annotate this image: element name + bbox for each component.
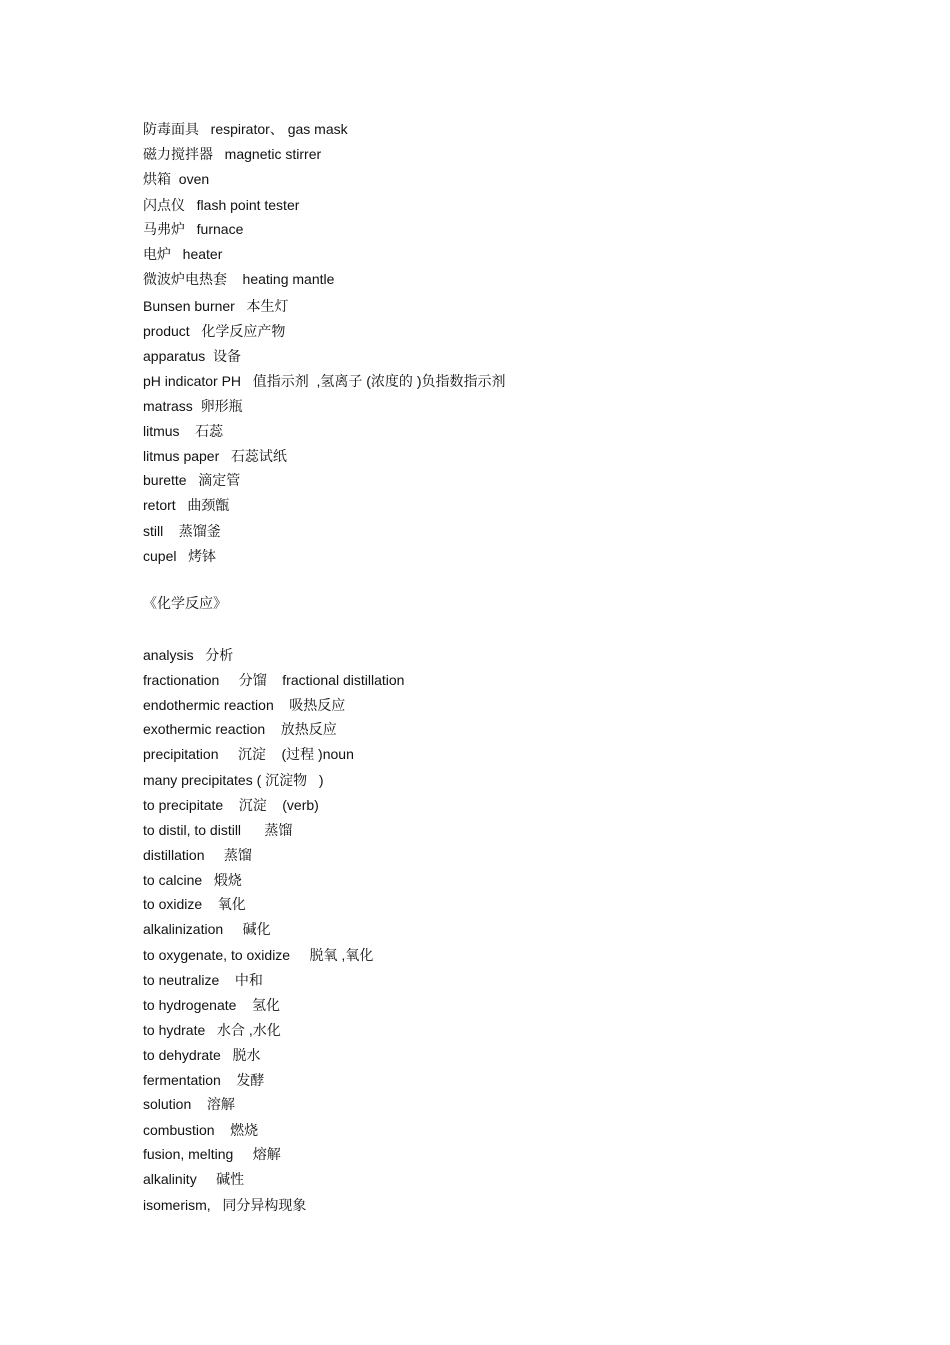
text-line: combustion 燃烧 [143, 1122, 259, 1138]
text-line: isomerism, 同分异构现象 [143, 1197, 307, 1213]
text-line: to distil, to distill 蒸馏 [143, 822, 293, 838]
text-line: endothermic reaction 吸热反应 [143, 697, 346, 713]
text-line: to calcine 煅烧 [143, 872, 242, 888]
text-line: to hydrogenate 氢化 [143, 997, 280, 1013]
text-line: to neutralize 中和 [143, 972, 263, 988]
text-line: fusion, melting 熔解 [143, 1146, 281, 1162]
text-line: fermentation 发酵 [143, 1072, 265, 1088]
text-line: litmus 石蕊 [143, 423, 224, 439]
text-line: apparatus 设备 [143, 348, 242, 364]
text-line: still 蒸馏釜 [143, 523, 221, 539]
text-line: many precipitates ( 沉淀物 ) [143, 772, 324, 788]
text-line: fractionation 分馏 fractional distillation [143, 672, 405, 688]
text-line: precipitation 沉淀 (过程 )noun [143, 746, 354, 762]
text-line: burette 滴定管 [143, 472, 241, 488]
text-line: 烘箱 oven [143, 171, 210, 187]
text-line: retort 曲颈甑 [143, 497, 230, 513]
text-line: 微波炉电热套 heating mantle [143, 271, 335, 287]
text-line: analysis 分析 [143, 647, 234, 663]
text-line: distillation 蒸馏 [143, 847, 252, 863]
text-line: to oxygenate, to oxidize 脱氧 ,氧化 [143, 947, 374, 963]
text-line: to oxidize 氧化 [143, 896, 246, 912]
text-line: litmus paper 石蕊试纸 [143, 448, 287, 464]
text-line: product 化学反应产物 [143, 323, 286, 339]
section-heading: 《化学反应》 [143, 595, 227, 611]
text-line: Bunsen burner 本生灯 [143, 298, 289, 314]
text-line: 电炉 heater [143, 246, 223, 262]
text-line: 马弗炉 furnace [143, 221, 244, 237]
text-line: 磁力搅拌器 magnetic stirrer [143, 146, 322, 162]
text-line: 闪点仪 flash point tester [143, 197, 300, 213]
text-line: to precipitate 沉淀 (verb) [143, 797, 319, 813]
text-line: exothermic reaction 放热反应 [143, 721, 337, 737]
text-line: alkalinity 碱性 [143, 1171, 245, 1187]
text-line: cupel 烤钵 [143, 548, 217, 564]
text-line: to dehydrate 脱水 [143, 1047, 261, 1063]
text-line: pH indicator PH 值指示剂 ,氢离子 (浓度的 )负指数指示剂 [143, 373, 506, 389]
text-line: alkalinization 碱化 [143, 921, 271, 937]
text-line: solution 溶解 [143, 1096, 235, 1112]
document-page [143, 0, 903, 1345]
text-line: 防毒面具 respirator、 gas mask [143, 121, 348, 137]
text-line: matrass 卵形瓶 [143, 398, 243, 414]
text-line: to hydrate 水合 ,水化 [143, 1022, 281, 1038]
